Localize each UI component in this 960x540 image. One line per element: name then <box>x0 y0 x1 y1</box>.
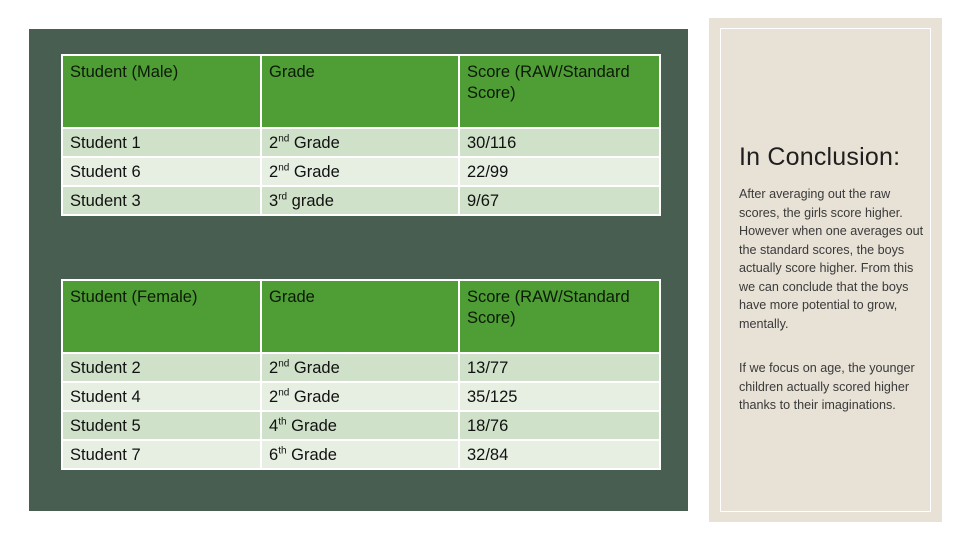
table-header-row <box>62 55 660 128</box>
score-cell: 30/116 <box>459 128 660 157</box>
table-row <box>62 186 660 215</box>
table-row <box>62 382 660 411</box>
student-cell: Student 5 <box>62 411 261 440</box>
grade-cell: 4th Grade <box>261 411 459 440</box>
table-row <box>62 440 660 469</box>
male-students-table <box>61 54 661 216</box>
conclusion-paragraph-1: After averaging out the raw scores, the girls score higher. However when one averages out the standard scores, the boys actually score higher. From this we can conclude that the boys have more potential to grow, mentally. <box>739 187 924 331</box>
table-row <box>62 157 660 186</box>
student-cell: Student 2 <box>62 353 261 382</box>
table-row <box>62 353 660 382</box>
grade-cell: 3rd grade <box>261 186 459 215</box>
score-cell: 35/125 <box>459 382 660 411</box>
female-students-table <box>61 279 661 470</box>
conclusion-paragraph-2: If we focus on age, the younger children actually scored higher thanks to their imaginations. <box>739 361 915 412</box>
grade-cell: 6th Grade <box>261 440 459 469</box>
student-cell: Student 4 <box>62 382 261 411</box>
header-score: Score (RAW/Standard Score) <box>459 55 660 128</box>
student-cell: Student 3 <box>62 186 261 215</box>
score-cell: 32/84 <box>459 440 660 469</box>
header-score: Score (RAW/Standard Score) <box>459 280 660 353</box>
table-header-row <box>62 280 660 353</box>
grade-cell: 2nd Grade <box>261 353 459 382</box>
header-student: Student (Female) <box>62 280 261 353</box>
student-cell: Student 6 <box>62 157 261 186</box>
table-row <box>62 128 660 157</box>
table-row <box>62 411 660 440</box>
score-cell: 22/99 <box>459 157 660 186</box>
student-cell: Student 7 <box>62 440 261 469</box>
grade-cell: 2nd Grade <box>261 128 459 157</box>
score-cell: 18/76 <box>459 411 660 440</box>
student-cell: Student 1 <box>62 128 261 157</box>
grade-cell: 2nd Grade <box>261 157 459 186</box>
score-cell: 13/77 <box>459 353 660 382</box>
header-student: Student (Male) <box>62 55 261 128</box>
grade-cell: 2nd Grade <box>261 382 459 411</box>
header-grade: Grade <box>261 280 459 353</box>
conclusion-title: In Conclusion: <box>739 143 901 171</box>
score-cell: 9/67 <box>459 186 660 215</box>
header-grade: Grade <box>261 55 459 128</box>
